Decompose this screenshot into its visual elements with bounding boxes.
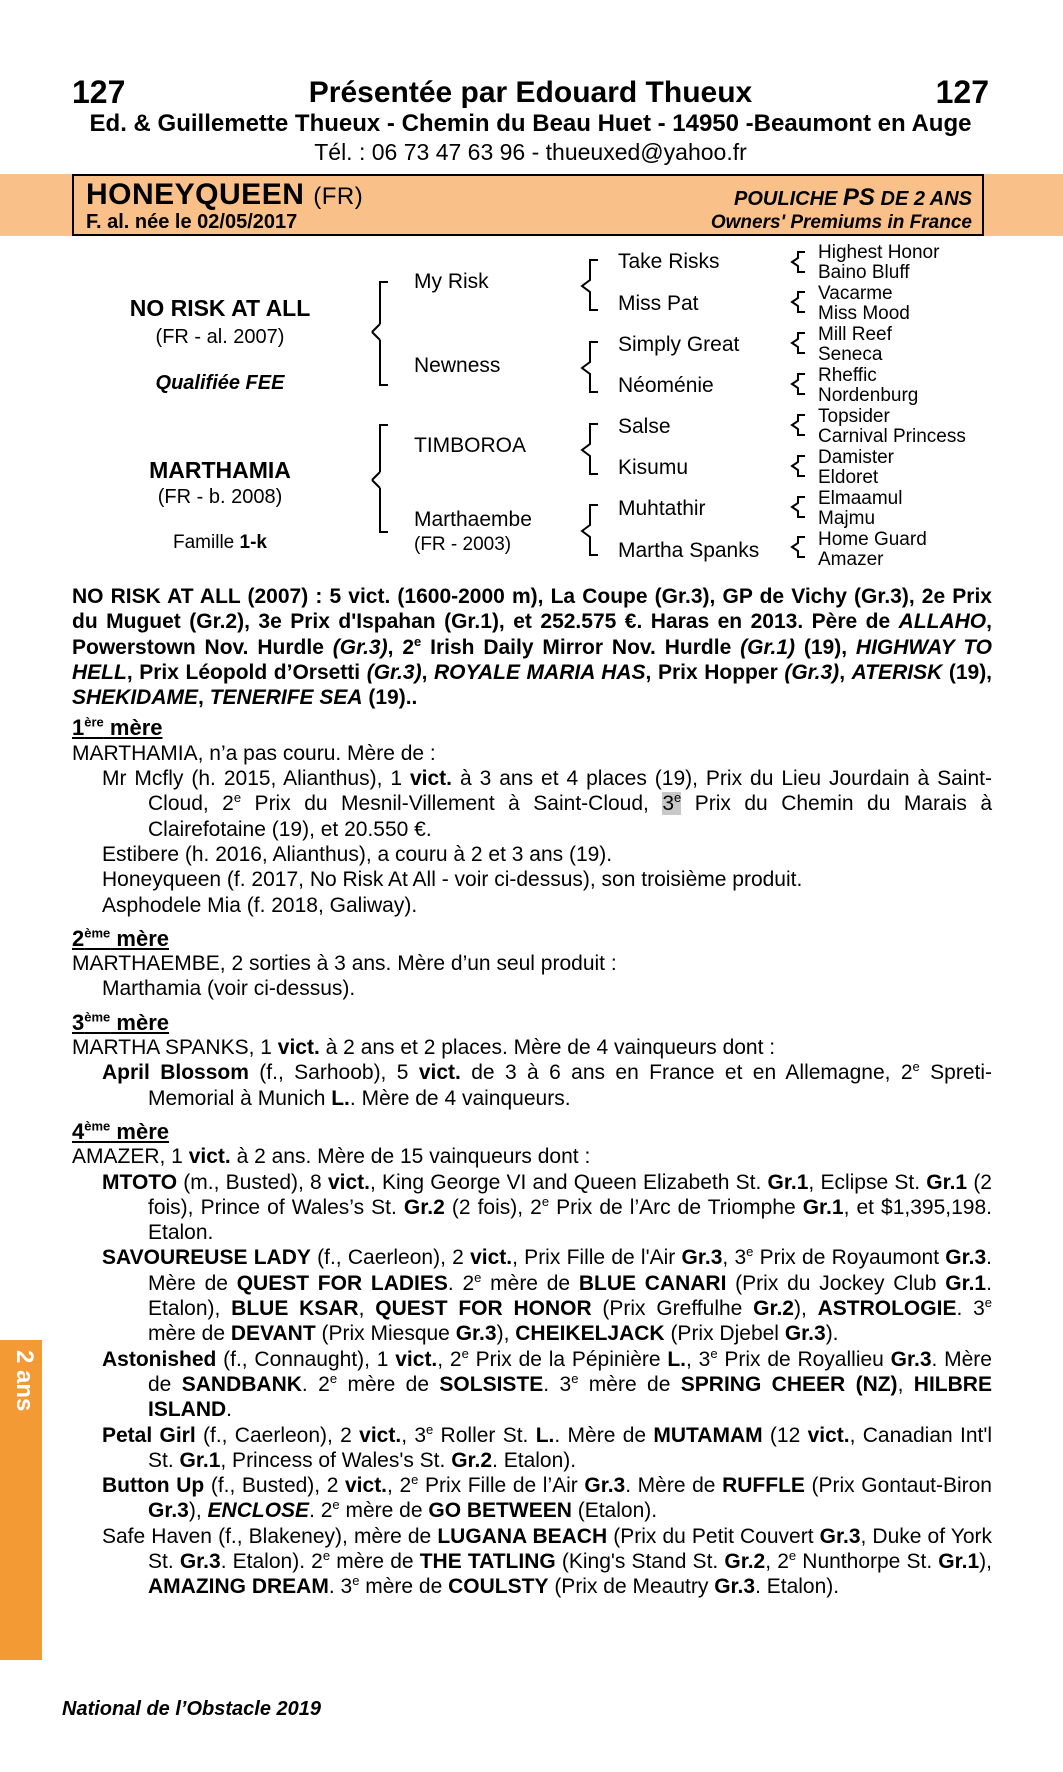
- dam-summary: MARTHAMIA, n’a pas couru. Mère de :: [72, 741, 436, 765]
- sire-record: NO RISK AT ALL (2007) : 5 vict. (1600-2000 m), La Coupe (Gr.3), GP de Vichy (Gr.3), 2e Prix du Muguet (Gr.2), 3e Prix d'Ispahan (Gr.1), et 252.575 €. Haras en 2013. Père de ALLAHO, Powerstown Nov. Hurdle (Gr.3), 2e Irish Daily Mirror Nov. Hurdle (Gr.1) (19), HIGHWAY TO HELL, Prix Léopold d’Orsetti (Gr.3), ROYALE MARIA HAS, Prix Hopper (Gr.3), ATERISK (19), SHEKIDAME, TENERIFE SEA (19)..: [72, 585, 993, 710]
- pedigree-chart: [0, 240, 1063, 570]
- catalogue-body: [72, 584, 992, 1600]
- pedigree-gen3-item: Mill Reef: [818, 324, 892, 345]
- produce-entry: Astonished (f., Connaught), 1 vict., 2e Prix de la Pépinière L., 3e Prix de Royallieu Gr.3. Mère de SANDBANK. 2e mère de SOLSISTE. 3e mère de SPRING CHEER (NZ), HILBRE ISLAND.: [102, 1345, 992, 1422]
- horse-name: [86, 178, 363, 212]
- produce-entry: Honeyqueen (f. 2017, No Risk At All - voir ci-dessus), son troisième produit.: [102, 868, 803, 892]
- produce-entry: April Blossom (f., Sarhoob), 5 vict. de 3 à 6 ans en France et en Allemagne, 2e Spreti-Memorial à Munich L.. Mère de 4 vainqueurs.: [102, 1059, 992, 1110]
- dam-summary: MARTHA SPANKS, 1 vict. à 2 ans et 2 places. Mère de 4 vainqueurs dont :: [72, 1036, 776, 1060]
- family-value: 1-k: [239, 532, 267, 553]
- sex-prefix: POULICHE: [734, 188, 843, 210]
- produce-entry: Button Up (f., Busted), 2 vict., 2e Prix Fille de l’Air Gr.3. Mère de RUFFLE (Prix Gontaut-Biron Gr.3), ENCLOSE. 2e mère de GO BETWEEN (Etalon).: [102, 1472, 992, 1523]
- dam-info: (FR - b. 2008): [157, 486, 283, 508]
- ps-label: PS: [842, 184, 875, 211]
- section-heading-3rd-dam: 3ème mère: [72, 1009, 169, 1035]
- section-heading-4th-dam: 4ème mère: [72, 1118, 169, 1144]
- owners-premiums: Owners' Premiums in France: [710, 212, 972, 233]
- pedigree-gen3-item: Vacarme: [818, 283, 893, 304]
- age-side-tab-label: 2 ans: [11, 1350, 38, 1412]
- family-label: Famille: [173, 532, 240, 553]
- horse-name-box: [72, 174, 984, 236]
- dam-name: MARTHAMIA: [149, 457, 291, 483]
- horse-origin: (FR): [313, 183, 364, 210]
- produce-entry: Petal Girl (f., Caerleon), 2 vict., 3e Roller St. L.. Mère de MUTAMAM (12 vict., Canadian Int'l St. Gr.1, Princess of Wales's St. Gr.2. Etalon).: [102, 1421, 993, 1472]
- dam-summary: MARTHAEMBE, 2 sorties à 3 ans. Mère d’un seul produit :: [72, 952, 617, 976]
- pedigree-gen2-item: Take Risks: [618, 250, 720, 273]
- consignor-address: Ed. & Guillemette Thueux - Chemin du Beau Huet - 14950 -Beaumont en Auge: [89, 110, 972, 137]
- dam-summary: AMAZER, 1 vict. à 2 ans. Mère de 15 vainqueurs dont :: [72, 1145, 591, 1169]
- produce-entry: Asphodele Mia (f. 2018, Galiway).: [102, 893, 418, 917]
- sire-name: NO RISK AT ALL: [129, 295, 311, 321]
- consignor-contact: Tél. : 06 73 47 63 96 - thueuxed@yahoo.fr: [314, 139, 747, 165]
- pedigree-gen1-item: My Risk: [414, 270, 489, 293]
- pedigree-gen3-item: Highest Honor: [818, 242, 940, 263]
- pedigree-gen3-item: Miss Mood: [818, 303, 910, 324]
- produce-entry: Safe Haven (f., Blakeney), mère de LUGANA BEACH (Prix du Petit Couvert Gr.3, Duke of York St. Gr.3. Etalon). 2e mère de THE TATLING (King's Stand St. Gr.2, 2e Nunthorpe St. Gr.1), AMAZING DREAM. 3e mère de COULSTY (Prix de Meautry Gr.3. Etalon).: [102, 1524, 993, 1599]
- pedigree-gen3-item: Seneca: [818, 344, 883, 365]
- catalogue-footer: National de l’Obstacle 2019: [62, 1698, 321, 1720]
- pedigree-gen3-item: Baino Bluff: [818, 262, 910, 283]
- pedigree-gen3-item: Eldoret: [818, 467, 879, 488]
- horse-birth: F. al. née le 02/05/2017: [86, 211, 298, 233]
- lot-number-left: 127: [72, 74, 126, 110]
- produce-entry: MTOTO (m., Busted), 8 vict., King George VI and Queen Elizabeth St. Gr.1, Eclipse St. Gr.1 (2 fois), Prince of Wales’s St. Gr.2 (2 fois), 2e Prix de l’Arc de Triomphe Gr.1, et $1,395,198. Etalon.: [102, 1170, 992, 1245]
- pedigree-gen1-item: Marthaembe: [414, 508, 532, 531]
- pedigree-gen2-item: Martha Spanks: [618, 539, 760, 562]
- pedigree-gen3-item: Carnival Princess: [818, 426, 966, 447]
- pedigree-gen2-item: Miss Pat: [618, 292, 699, 315]
- pedigree-gen2-item: Simply Great: [618, 333, 740, 356]
- pedigree-gen2-item: Néoménie: [618, 374, 714, 397]
- produce-entry: Mr Mcfly (h. 2015, Alianthus), 1 vict. à 3 ans et 4 places (19), Prix du Lieu Jourdain à Saint-Cloud, 2e Prix du Mesnil-Villement à Saint-Cloud, 3e Prix du Chemin du Marais à Clairefotaine (19), et 20.550 €.: [102, 767, 993, 841]
- section-heading-1st-dam: 1ère mère: [72, 715, 163, 741]
- section-heading-2nd-dam: 2ème mère: [72, 925, 169, 951]
- pedigree-gen3-item: Damister: [818, 447, 895, 468]
- pedigree-gen2-item: Muhtathir: [618, 497, 706, 520]
- sire-note: Qualifiée FEE: [155, 372, 285, 394]
- pedigree-gen3-item: Home Guard: [818, 529, 927, 550]
- produce-entry: Marthamia (voir ci-dessus).: [102, 977, 356, 1001]
- age-side-tab: [0, 1340, 42, 1660]
- pedigree-gen1-item: (FR - 2003): [414, 534, 512, 555]
- produce-entry: Estibere (h. 2016, Alianthus), a couru à 2 et 3 ans (19).: [102, 842, 613, 866]
- horse-name-text: HONEYQUEEN: [86, 178, 305, 211]
- pedigree-gen3-item: Topsider: [818, 406, 890, 427]
- consignor-title: Présentée par Edouard Thueux: [308, 76, 753, 109]
- pedigree-gen2-item: Kisumu: [618, 456, 689, 479]
- pedigree-gen1-item: Newness: [414, 354, 501, 377]
- lot-number-right: 127: [935, 74, 989, 110]
- pedigree-gen3-item: Majmu: [818, 508, 876, 529]
- produce-entry: SAVOUREUSE LADY (f., Caerleon), 2 vict., Prix Fille de l'Air Gr.3, 3e Prix de Royaumont Gr.3. Mère de QUEST FOR LADIES. 2e mère de BLUE CANARI (Prix du Jockey Club Gr.1. Etalon), BLUE KSAR, QUEST FOR HONOR (Prix Greffulhe Gr.2), ASTROLOGIE. 3e mère de DEVANT (Prix Miesque Gr.3), CHEIKELJACK (Prix Djebel Gr.3).: [102, 1244, 992, 1346]
- pedigree-gen1-item: TIMBOROA: [414, 434, 527, 457]
- lot-header: [72, 74, 989, 114]
- pedigree-gen3-item: Amazer: [818, 549, 884, 570]
- sex-suffix: DE 2 ANS: [874, 188, 972, 210]
- pedigree-gen2-item: Salse: [618, 415, 671, 438]
- pedigree-gen3-item: Nordenburg: [818, 385, 919, 406]
- pedigree-gen3-item: Rheffic: [818, 365, 877, 386]
- family-number: [120, 532, 320, 554]
- pedigree-gen3-item: Elmaamul: [818, 488, 903, 509]
- horse-sex-age: [734, 184, 972, 212]
- sire-info: (FR - al. 2007): [155, 326, 285, 348]
